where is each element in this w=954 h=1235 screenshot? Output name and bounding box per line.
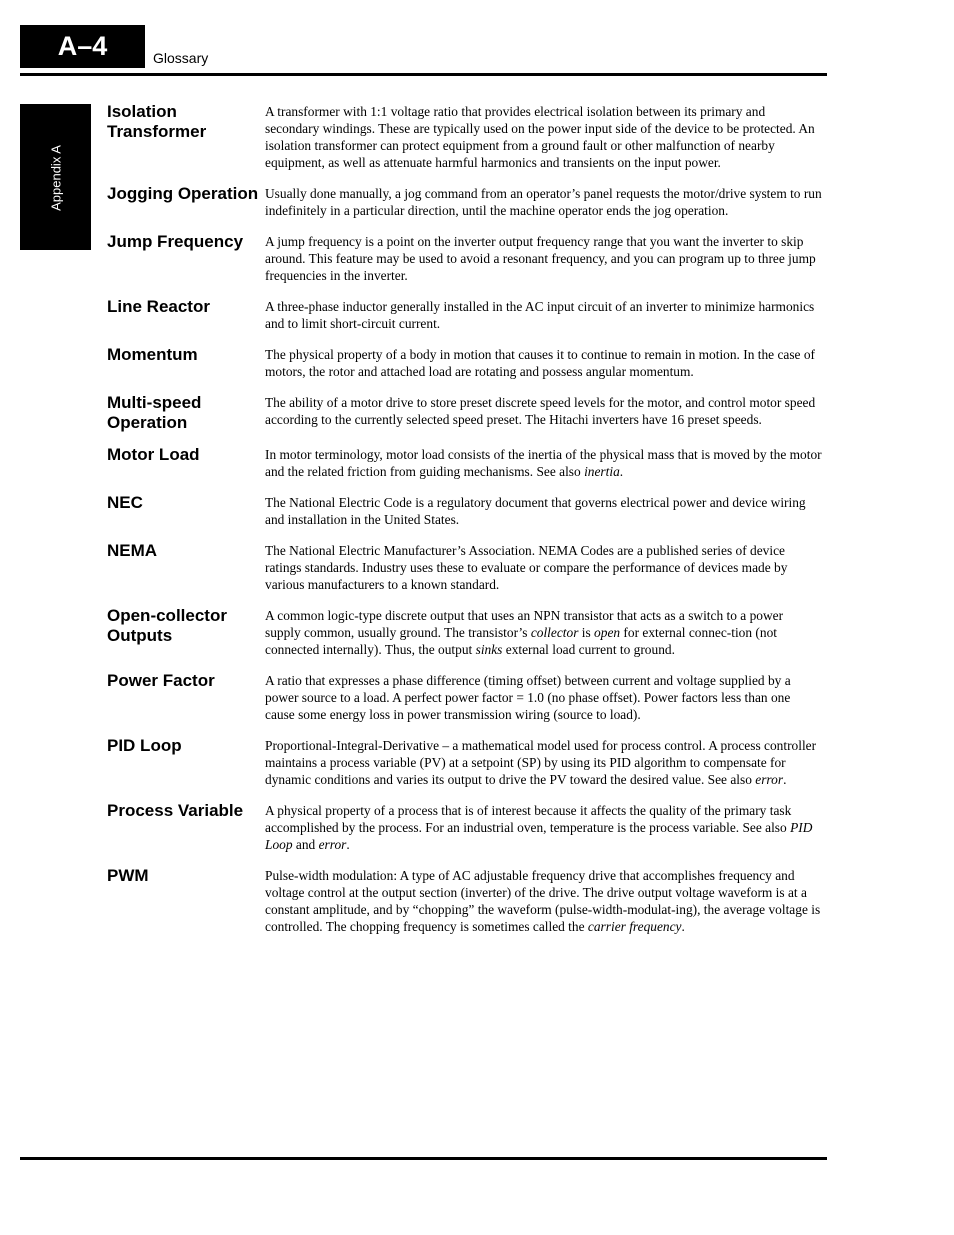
definition-italic-term: sinks bbox=[475, 642, 503, 657]
definition-italic-term: PID Loop bbox=[265, 820, 813, 852]
glossary-entry bbox=[107, 541, 822, 593]
glossary-term: Line Reactor bbox=[107, 297, 210, 316]
glossary-entry bbox=[107, 393, 822, 432]
header-rule bbox=[20, 73, 827, 76]
definition-text: . bbox=[783, 772, 787, 787]
definition-text: and bbox=[292, 837, 319, 852]
glossary-definition bbox=[265, 671, 822, 723]
definition-italic-term: carrier frequency bbox=[587, 919, 682, 934]
definition-text: A transformer with 1:1 voltage ratio that provides electrical isolation between its primary and secondary windings. These are typically used on the power input side of the device to be protected. An isolation transformer can protect equipment from a ground fault or other malfunction of nearby equipment, as well as attenuate harmful harmonics and transients on the input power. bbox=[265, 104, 815, 170]
definition-text: Pulse-width modulation: A type of AC adjustable frequency drive that accomplishes frequency and voltage control at the output section (inverter) of the drive. The drive output voltage waveform is at a constant amplitude, and by “chopping” the waveform (pulse-width-modulat-ing), the average voltage is controlled. The chopping frequency is sometimes called the bbox=[265, 868, 821, 934]
definition-text: The National Electric Code is a regulatory document that governs electrical power and device wiring and installation in the United States. bbox=[265, 495, 806, 527]
glossary-term: NEC bbox=[107, 493, 143, 512]
glossary-term: Jump Frequency bbox=[107, 232, 244, 251]
definition-italic-term: inertia bbox=[584, 464, 620, 479]
glossary-entry bbox=[107, 671, 822, 723]
glossary-term: Process Variable bbox=[107, 801, 244, 820]
page-number-tab bbox=[20, 25, 145, 68]
definition-text: external load current to ground. bbox=[502, 642, 675, 657]
glossary-definition bbox=[265, 493, 822, 528]
glossary-term: Multi-speed Operation bbox=[107, 393, 202, 432]
glossary-term: Jogging Operation bbox=[107, 184, 259, 203]
glossary-entry bbox=[107, 445, 822, 480]
glossary-definition bbox=[265, 184, 822, 219]
definition-text: The ability of a motor drive to store preset discrete speed levels for the motor, and control motor speed according to the currently selected speed preset. The Hitachi inverters have 16 preset speeds. bbox=[265, 395, 816, 427]
glossary-definition bbox=[265, 393, 822, 432]
glossary-term: Open-collector Outputs bbox=[107, 606, 227, 645]
glossary-definition bbox=[265, 297, 822, 332]
definition-italic-term: open bbox=[594, 625, 621, 640]
glossary-definition bbox=[265, 606, 822, 658]
glossary-definition bbox=[265, 345, 822, 380]
glossary-term: Motor Load bbox=[107, 445, 200, 464]
glossary-term: PWM bbox=[107, 866, 149, 885]
glossary-definition bbox=[265, 736, 822, 788]
glossary-entry bbox=[107, 232, 822, 284]
glossary-definition bbox=[265, 541, 822, 593]
glossary-entry bbox=[107, 102, 822, 171]
appendix-label: Appendix A bbox=[48, 145, 64, 211]
definition-text: is bbox=[578, 625, 595, 640]
definition-italic-term: error bbox=[318, 837, 347, 852]
definition-text: Proportional-Integral-Derivative – a mathematical model used for process control. A process controller maintains a process variable (PV) at a setpoint (SP) by using its PID algorithm to compensate for dynamic conditions and varies its output to drive the PV toward the desired value. See also bbox=[265, 738, 817, 787]
glossary-term: Momentum bbox=[107, 345, 198, 364]
section-title: Glossary bbox=[153, 50, 209, 66]
glossary-term: Power Factor bbox=[107, 671, 215, 690]
definition-text: . bbox=[346, 837, 350, 852]
definition-text: A jump frequency is a point on the inverter output frequency range that you want the inverter to skip around. This feature may be used to avoid a resonant frequency, and you can program up to three jump frequencies in the inverter. bbox=[265, 234, 816, 283]
glossary-term: NEMA bbox=[107, 541, 158, 560]
glossary-entry bbox=[107, 493, 822, 528]
glossary-entry bbox=[107, 866, 822, 935]
appendix-side-tab bbox=[20, 104, 91, 250]
glossary-definition bbox=[265, 445, 822, 480]
glossary-definition bbox=[265, 232, 822, 284]
definition-text: for external connec-tion (not connected internally). Thus, the output bbox=[265, 625, 777, 657]
definition-text: . bbox=[619, 464, 624, 479]
definition-text: A common logic-type discrete output that uses an NPN transistor that acts as a switch to a power supply common, usually ground. The transistor’s bbox=[265, 608, 784, 640]
definition-text: The National Electric Manufacturer’s Association. NEMA Codes are a published series of device ratings standards. Industry uses these to evaluate or compare the performance of devices made by various manufacturers to a known standard. bbox=[265, 543, 788, 592]
page-number: A–4 bbox=[57, 31, 108, 61]
glossary-entry bbox=[107, 736, 822, 788]
definition-text: Usually done manually, a jog command from an operator’s panel requests the motor/drive system to run indefinitely in a particular direction, until the machine operator ends the jog operation. bbox=[265, 186, 822, 218]
glossary-entry bbox=[107, 801, 822, 853]
definition-italic-term: error bbox=[755, 772, 784, 787]
glossary-list bbox=[107, 102, 822, 948]
definition-text: A three-phase inductor generally installed in the AC input circuit of an inverter to minimize harmonics and to limit short-circuit current. bbox=[265, 299, 815, 331]
definition-italic-term: collector bbox=[530, 625, 579, 640]
definition-text: In motor terminology, motor load consists of the inertia of the physical mass that is moved by the motor and the related friction from guiding mechanisms. See also bbox=[265, 447, 822, 479]
footer-rule bbox=[20, 1157, 827, 1160]
glossary-entry bbox=[107, 297, 822, 332]
glossary-term: Isolation Transformer bbox=[107, 102, 207, 141]
glossary-definition bbox=[265, 866, 822, 935]
glossary-definition bbox=[265, 102, 822, 171]
glossary-definition bbox=[265, 801, 822, 853]
glossary-entry bbox=[107, 606, 822, 658]
definition-text: A ratio that expresses a phase difference (timing offset) between current and voltage supplied by a power source to a load. A perfect power factor = 1.0 (no phase offset). Power factors less than one cause some energy loss in power transmission wiring (source to load). bbox=[265, 673, 791, 722]
glossary-entry bbox=[107, 184, 822, 219]
glossary-entry bbox=[107, 345, 822, 380]
definition-text: A physical property of a process that is of interest because it affects the quality of the primary task accomplished by the process. For an industrial oven, temperature is the process variable. See also bbox=[265, 803, 792, 835]
definition-text: The physical property of a body in motion that causes it to continue to remain in motion. In the case of motors, the rotor and attached load are rotating and possess angular momentum. bbox=[265, 347, 815, 379]
glossary-term: PID Loop bbox=[107, 736, 182, 755]
definition-text: . bbox=[681, 919, 685, 934]
